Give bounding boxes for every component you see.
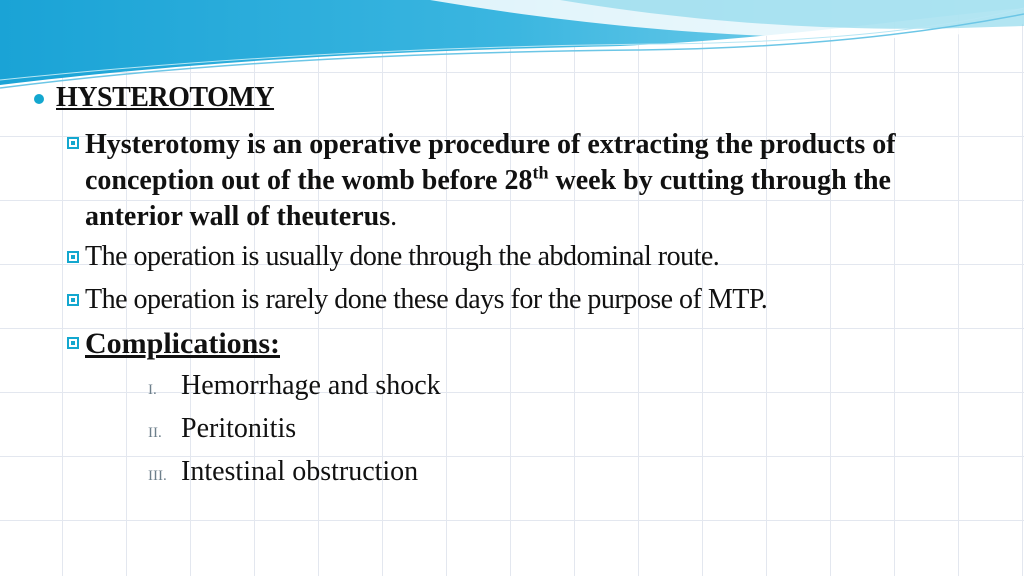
definition-part3: uterus (313, 201, 391, 232)
list-item-complications (67, 327, 280, 361)
list-item-rarity (67, 284, 767, 316)
complication-item (148, 413, 296, 445)
definition-part2: week by cutting through the anterior wall of the (85, 165, 891, 232)
square-bullet-icon (67, 251, 79, 263)
definition-part1: Hysterotomy is an operative procedure of extracting the products of conception out of the womb before 28 (85, 129, 896, 196)
square-bullet-icon (67, 137, 79, 149)
route-text: The operation is usually done through the abdominal route. (85, 241, 720, 272)
definition-part4: . (390, 201, 398, 232)
list-item-definition (67, 127, 947, 235)
complication-item (148, 370, 441, 402)
complication-item (148, 456, 418, 488)
list-item-route (67, 241, 719, 273)
complications-heading: Complications: (85, 327, 280, 360)
roman-numeral: II. (148, 425, 162, 441)
slide-heading: HYSTEROTOMY (56, 82, 275, 113)
heading-row (34, 82, 274, 114)
complication-text: Hemorrhage and shock (181, 370, 441, 401)
complication-text: Intestinal obstruction (181, 456, 419, 487)
definition-text (85, 127, 925, 235)
rarity-text: The operation is rarely done these days for the purpose of MTP. (85, 284, 768, 315)
superscript-th: th (532, 162, 549, 183)
square-bullet-icon (67, 294, 79, 306)
roman-numeral: I. (148, 382, 157, 398)
square-bullet-icon (67, 337, 79, 349)
bullet-dot-icon (34, 94, 44, 104)
roman-numeral: III. (148, 468, 167, 484)
complication-text: Peritonitis (181, 413, 297, 444)
